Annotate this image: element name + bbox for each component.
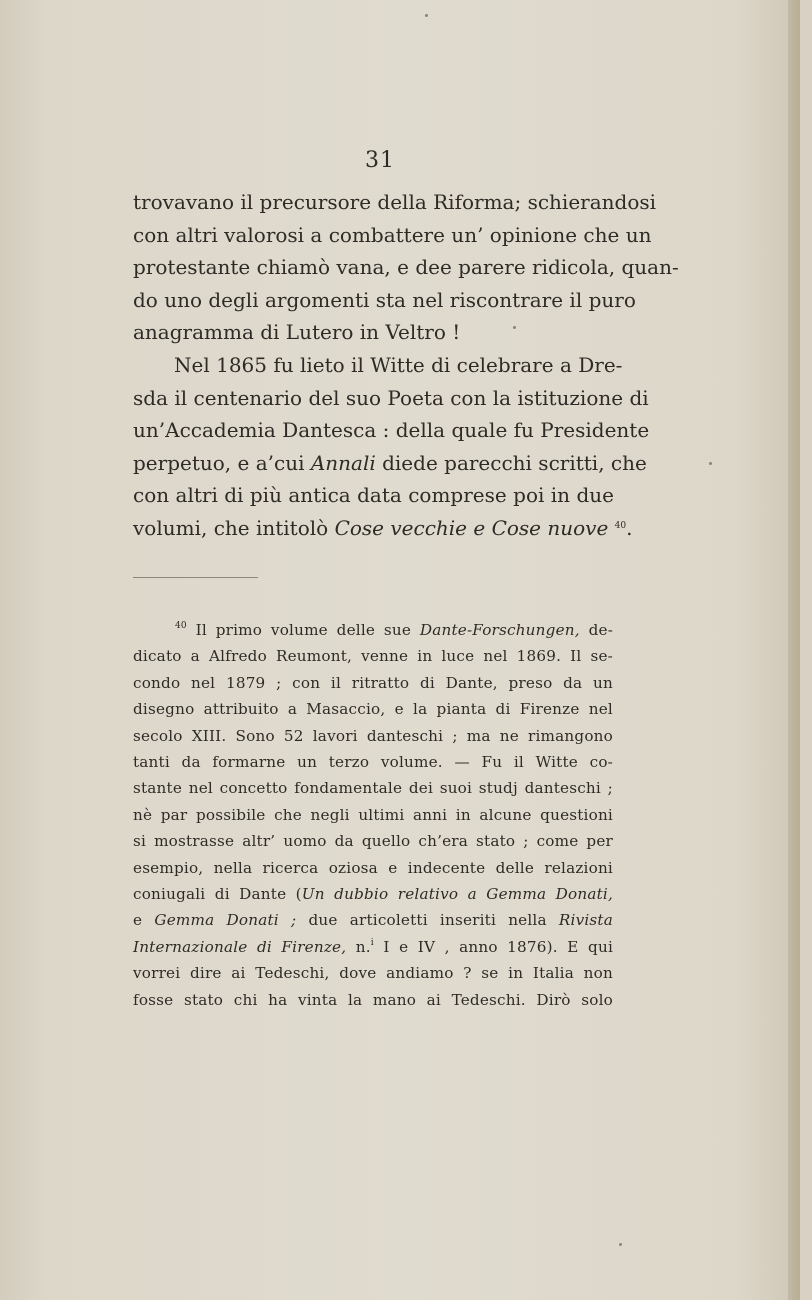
text-fragment: Il primo volume delle sue xyxy=(195,621,412,639)
text-line-content: Nel 1865 fu lieto il Witte di celebrare a Dre- xyxy=(174,352,623,377)
text-fragment: diede parecchi scritti, che xyxy=(382,450,647,475)
italic-title: Rivista xyxy=(558,911,613,930)
footnote-marker: 40 xyxy=(175,621,187,631)
footnote-reference: 40 xyxy=(614,520,627,531)
text-fragment: coniugali di Dante ( xyxy=(133,885,302,904)
footnote-line: disegno attribuito a Masaccio, e la pianta di Firenze nel xyxy=(133,700,613,719)
footnote-line: stante nel concetto fondamentale dei suoi studj danteschi ; xyxy=(133,779,613,798)
italic-title: Cose vecchie e Cose nuove xyxy=(334,515,609,540)
text-line: trovavano il precursore della Riforma; schierandosi xyxy=(133,190,657,214)
text-line: con altri di più antica data comprese poi in due xyxy=(133,483,614,508)
text-fragment: de- xyxy=(588,621,614,639)
footnote xyxy=(133,617,613,1013)
text-line: sda il centenario del suo Poeta con la istituzione di xyxy=(133,385,649,410)
text-fragment: volumi, che intitolò xyxy=(133,515,329,540)
footnote-line xyxy=(133,907,613,933)
italic-title: Dante-Forschungen, xyxy=(419,621,580,639)
footnote-line: secolo XIII. Sono 52 lavori danteschi ; ma ne rimangono xyxy=(133,726,613,745)
text-fragment: e xyxy=(133,911,143,930)
text-line: con altri valorosi a combattere un’ opinione che un xyxy=(133,222,652,247)
superscript: i xyxy=(370,937,374,948)
italic-title: Un dubbio relativo a Gemma Donati, xyxy=(301,885,613,904)
text-fragment: perpetuo, e a’cui xyxy=(133,450,305,475)
paper-speck xyxy=(425,14,428,17)
footnote-line xyxy=(133,617,613,643)
italic-title: Annali xyxy=(310,450,376,475)
text-line xyxy=(133,349,623,382)
text-line: do uno degli argomenti sta nel riscontrare il puro xyxy=(133,287,636,312)
text-fragment: . xyxy=(626,515,633,540)
italic-title: Internazionale di Firenze, xyxy=(133,937,347,956)
footnote-line: condo nel 1879 ; con il ritratto di Dante, preso da un xyxy=(133,673,613,692)
footnote-rule xyxy=(133,577,258,578)
text-line: protestante chiamò vana, e dee parere ridicola, quan- xyxy=(133,255,679,280)
footnote-line xyxy=(133,881,613,907)
footnote-line: dicato a Alfredo Reumont, venne in luce nel 1869. Il se- xyxy=(133,647,613,666)
footnote-line: fosse stato chi ha vinta la mano ai Tedeschi. Dirò solo xyxy=(133,990,613,1009)
text-fragment: I e IV , anno 1876). E qui xyxy=(383,937,614,956)
text-line xyxy=(133,447,647,480)
text-fragment: due articoletti inseriti nella xyxy=(308,911,547,930)
text-line xyxy=(133,512,633,545)
footnote-line: vorrei dire ai Tedeschi, dove andiamo ? se in Italia non xyxy=(133,964,613,983)
text-line: un’Accademia Dantesca : della quale fu Presidente xyxy=(133,418,650,443)
footnote-line: esempio, nella ricerca oziosa e indecente delle relazioni xyxy=(133,858,613,877)
text-fragment: n. xyxy=(355,937,371,956)
italic-title: Gemma Donati ; xyxy=(154,911,297,930)
footnote-line xyxy=(133,934,613,960)
main-text xyxy=(133,186,679,545)
page-edge xyxy=(788,0,800,1300)
footnote-line: tanti da formarne un terzo volume. — Fu il Witte co- xyxy=(133,753,613,772)
footnote-line: si mostrasse altr’ uomo da quello ch’era stato ; come per xyxy=(133,832,613,851)
paper-speck xyxy=(709,462,712,465)
paper-speck xyxy=(513,326,516,329)
footnote-line: nè par possibile che negli ultimi anni in alcune questioni xyxy=(133,805,613,824)
page-number: 31 xyxy=(365,148,395,173)
paper-speck xyxy=(619,1243,622,1246)
text-line: anagramma di Lutero in Veltro ! xyxy=(133,320,461,345)
